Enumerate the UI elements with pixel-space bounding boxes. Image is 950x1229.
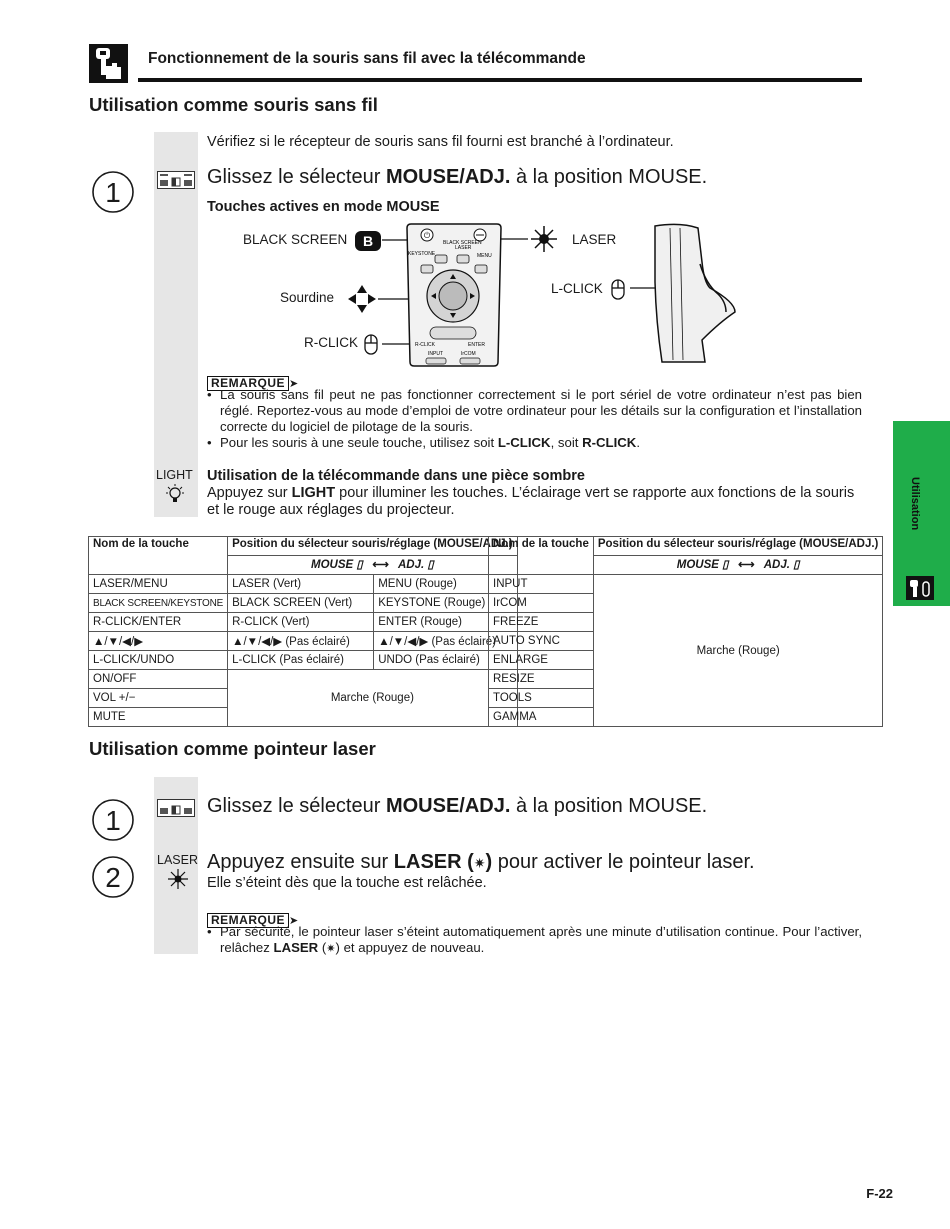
b-badge: B — [355, 231, 381, 251]
note-item: • Pour les souris à une seule touche, utilisez soit L-CLICK, soit R-CLICK. — [207, 435, 862, 451]
mouse-adj-switch-icon — [157, 799, 195, 822]
step2-instruction: Appuyez ensuite sur LASER (✷) pour activer le pointeur laser. — [207, 851, 755, 873]
col-header-position: Position du sélecteur souris/réglage (MOUSE/ADJ.) — [228, 537, 518, 556]
svg-text:⏻: ⏻ — [423, 231, 431, 240]
side-tab — [893, 421, 950, 606]
page-number: F-22 — [866, 1186, 893, 1201]
section2-note — [207, 924, 862, 957]
table-row: MUTE — [89, 708, 518, 727]
callout-laser: LASER — [572, 232, 617, 247]
callout-r-click: R-CLICK — [304, 335, 359, 350]
table-row: AUTO SYNC — [489, 632, 883, 651]
remote-side-view — [655, 224, 735, 362]
mouse-icon-left — [365, 335, 377, 354]
arrows-cross-icon — [348, 285, 376, 313]
table-row: BLACK SCREEN/KEYSTONE BLACK SCREEN (Vert) KEYSTONE (Rouge) — [89, 594, 518, 613]
table-row: ON/OFF Marche (Rouge) — [89, 670, 518, 689]
svg-text:ENTER: ENTER — [468, 342, 485, 348]
note-item: • Par sécurité, le pointeur laser s’éteint automatiquement après une minute d’utilisation continue. Pour l’activer, relâchez LASER (✷) et appuyez de nouveau. — [207, 924, 862, 957]
svg-text:LASER: LASER — [455, 245, 472, 251]
remarque-label-1: REMARQUE ➤ — [207, 374, 298, 392]
callout-l-click: L-CLICK — [551, 281, 603, 296]
svg-text:R-CLICK: R-CLICK — [415, 342, 436, 348]
mouse-adj-subheader: MOUSE ▯ ⟷ ADJ. ▯ — [228, 556, 518, 575]
hand-icon — [906, 576, 934, 600]
header-rule — [138, 78, 862, 82]
table-row: TOOLS — [489, 689, 883, 708]
table-row: ▲/▼/◀/▶ ▲/▼/◀/▶ (Pas éclairé) ▲/▼/◀/▶ (Pas éclairé) — [89, 632, 518, 651]
svg-text:BLACK SCREEN: BLACK SCREEN — [443, 240, 482, 246]
light-label: LIGHT — [156, 468, 193, 482]
merged-value: Marche (Rouge) — [228, 670, 518, 727]
section1-intro: Vérifiez si le récepteur de souris sans fil fourni est branché à l’ordinateur. — [207, 134, 674, 150]
step1b-instruction: Glissez le sélecteur MOUSE/ADJ. à la position MOUSE. — [207, 795, 708, 817]
table-row: FREEZE — [489, 613, 883, 632]
laser-burst-icon — [531, 226, 557, 252]
laser-icon-label: LASER — [157, 853, 198, 867]
col-header-name: Nom de la touche — [89, 537, 228, 575]
step2-subtext: Elle s’éteint dès que la touche est relâchée. — [207, 875, 487, 891]
table-row: GAMMA — [489, 708, 883, 727]
callout-black-screen: BLACK SCREEN — [243, 232, 348, 247]
col-header-name: Nom de la touche — [489, 537, 594, 575]
svg-text:INPUT: INPUT — [428, 351, 443, 357]
table-row: IrCOM — [489, 594, 883, 613]
table-row: LASER/MENU LASER (Vert) MENU (Rouge) — [89, 575, 518, 594]
side-tab-label: Utilisation — [909, 477, 921, 531]
table-row: R-CLICK/ENTER R-CLICK (Vert) ENTER (Rouge) — [89, 613, 518, 632]
mouse-icon-right — [612, 280, 624, 299]
keys-table-right — [488, 536, 883, 727]
laser-inline-icon: ✷ — [473, 855, 486, 871]
svg-text:KEYSTONE: KEYSTONE — [408, 251, 436, 257]
light-heading: Utilisation de la télécommande dans une pièce sombre — [207, 468, 585, 484]
table-row: INPUT Marche (Rouge) — [489, 575, 883, 594]
mouse-adj-subheader: MOUSE ▯ ⟷ ADJ. ▯ — [593, 556, 883, 575]
callout-sourdine: Sourdine — [280, 290, 335, 305]
laser-burst-icon — [167, 868, 189, 895]
section-hand-icon — [89, 44, 128, 83]
merged-value: Marche (Rouge) — [593, 575, 883, 727]
mouse-mode-subheading: Touches actives en mode MOUSE — [207, 199, 440, 215]
table-row: VOL +/− — [89, 689, 518, 708]
table-row: L-CLICK/UNDO L-CLICK (Pas éclairé) UNDO (Pas éclairé) — [89, 651, 518, 670]
step1b-number: 1 — [91, 798, 135, 847]
section2-title: Utilisation comme pointeur laser — [89, 738, 376, 759]
table-row: RESIZE — [489, 670, 883, 689]
step1-instruction: Glissez le sélecteur MOUSE/ADJ. à la position MOUSE. — [207, 166, 708, 188]
step2-number: 2 — [91, 855, 135, 904]
table-row: ENLARGE — [489, 651, 883, 670]
svg-text:MENU: MENU — [477, 253, 492, 259]
note-item: • La souris sans fil peut ne pas fonctionner correctement si le port sériel de votre ordinateur n’est pas bien réglé. Reportez-vous au mode d’emploi de votre ordinateur pour les détails sur la configuration et l’installation correcte du logiciel de pilotage de la souris. — [207, 387, 862, 435]
col-header-position: Position du sélecteur souris/réglage (MOUSE/ADJ.) — [593, 537, 883, 556]
step1-number: 1 — [91, 170, 135, 219]
section1-notes — [207, 387, 862, 451]
keys-table-left — [88, 536, 518, 727]
header-title: Fonctionnement de la souris sans fil avec la télécommande — [148, 50, 586, 67]
mouse-adj-switch-icon — [157, 171, 195, 194]
remote-diagram — [340, 222, 760, 372]
light-bulb-icon — [164, 484, 186, 509]
remarque-label-2: REMARQUE ➤ — [207, 911, 298, 929]
section1-title: Utilisation comme souris sans fil — [89, 94, 378, 115]
light-text: Appuyez sur LIGHT pour illuminer les touches. L’éclairage vert se rapporte aux fonctions de la souris et le rouge aux réglages du projecteur. — [207, 485, 855, 518]
svg-text:IrCOM: IrCOM — [461, 351, 476, 357]
